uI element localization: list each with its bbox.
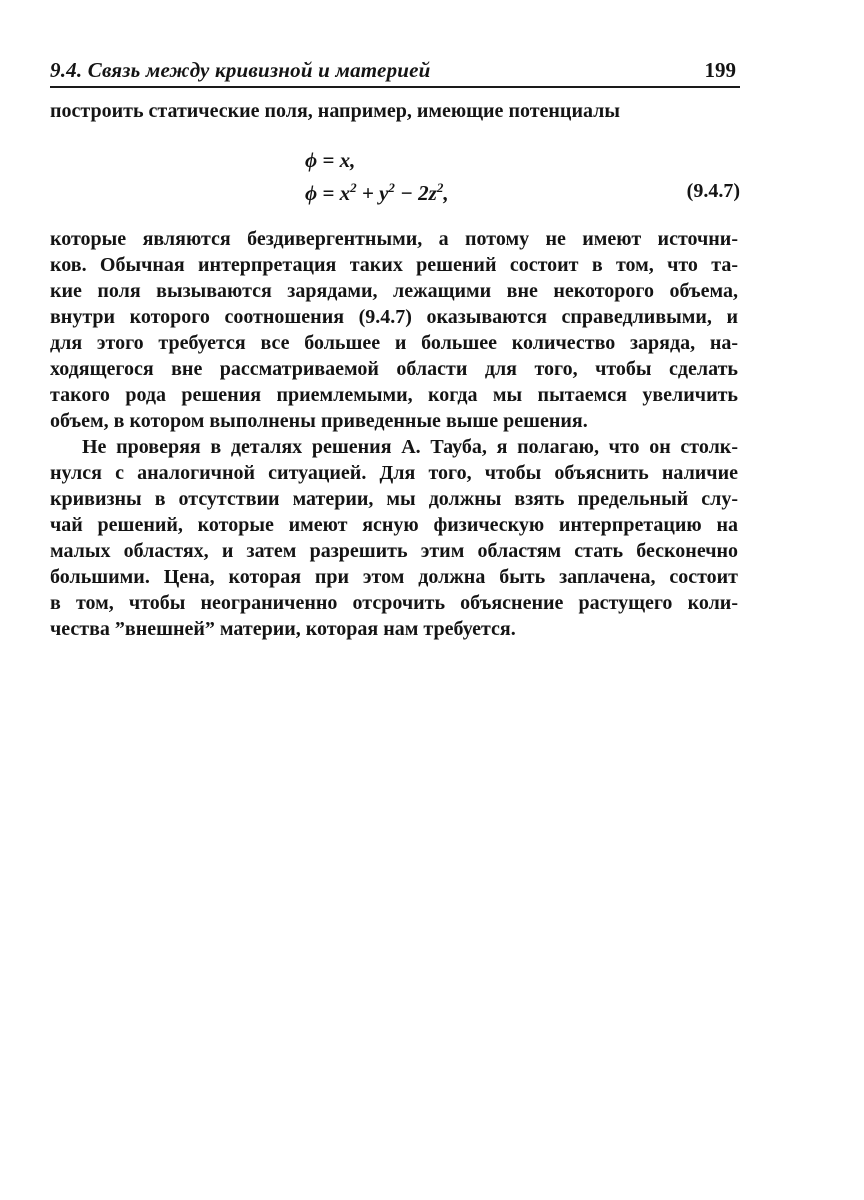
paragraph-line: большими. Цена, которая при этом должна быть заплачена, состоит: [50, 566, 738, 588]
paragraph-line: чай решений, которые имеют ясную физическую интерпретацию на: [50, 514, 738, 536]
section-title: 9.4. Связь между кривизной и материей: [50, 58, 431, 82]
paragraph-line: нулся с аналогичной ситуацией. Для того, чтобы объяснить наличие: [50, 462, 738, 484]
paragraph-line: для этого требуется все большее и большее количество заряда, на-: [50, 332, 738, 354]
paragraph-line: Не проверяя в деталях решения А. Тауба, я полагаю, что он столк-: [82, 436, 738, 458]
paragraph-line: внутри которого соотношения (9.4.7) оказываются справедливыми, и: [50, 306, 738, 328]
paragraph-line: которые являются бездивергентными, а потому не имеют источни-: [50, 228, 738, 250]
paragraph-line: чества ”внешней” материи, которая нам требуется.: [50, 618, 516, 640]
paragraph-line: ков. Обычная интерпретация таких решений состоит в том, что та-: [50, 254, 738, 276]
paragraph-line: такого рода решения приемлемыми, когда мы пытаемся увеличить: [50, 384, 738, 406]
running-head: [50, 56, 740, 88]
intro-line: построить статические поля, например, имеющие потенциалы: [50, 100, 620, 122]
header-rule: [50, 86, 740, 88]
paragraph-line: объем, в котором выполнены приведенные выше решения.: [50, 410, 588, 432]
paragraph-line: кие поля вызываются зарядами, лежащими вне некоторого объема,: [50, 280, 738, 302]
equation-2: $\phi = x^2 + y^2 - 2z^2$,: [305, 180, 449, 205]
page-number: 199: [704, 58, 736, 82]
paragraph-line: малых областях, и затем разрешить этим областям стать бесконечно: [50, 540, 738, 562]
equation-1: ϕ = x,: [305, 148, 356, 172]
paragraph-line: в том, чтобы неограниченно отсрочить объяснение растущего коли-: [50, 592, 738, 614]
equation-number: (9.4.7): [686, 180, 740, 202]
paragraph-line: кривизны в отсутствии материи, мы должны взять предельный слу-: [50, 488, 738, 510]
paragraph-line: ходящегося вне рассматриваемой области для того, чтобы сделать: [50, 358, 738, 380]
